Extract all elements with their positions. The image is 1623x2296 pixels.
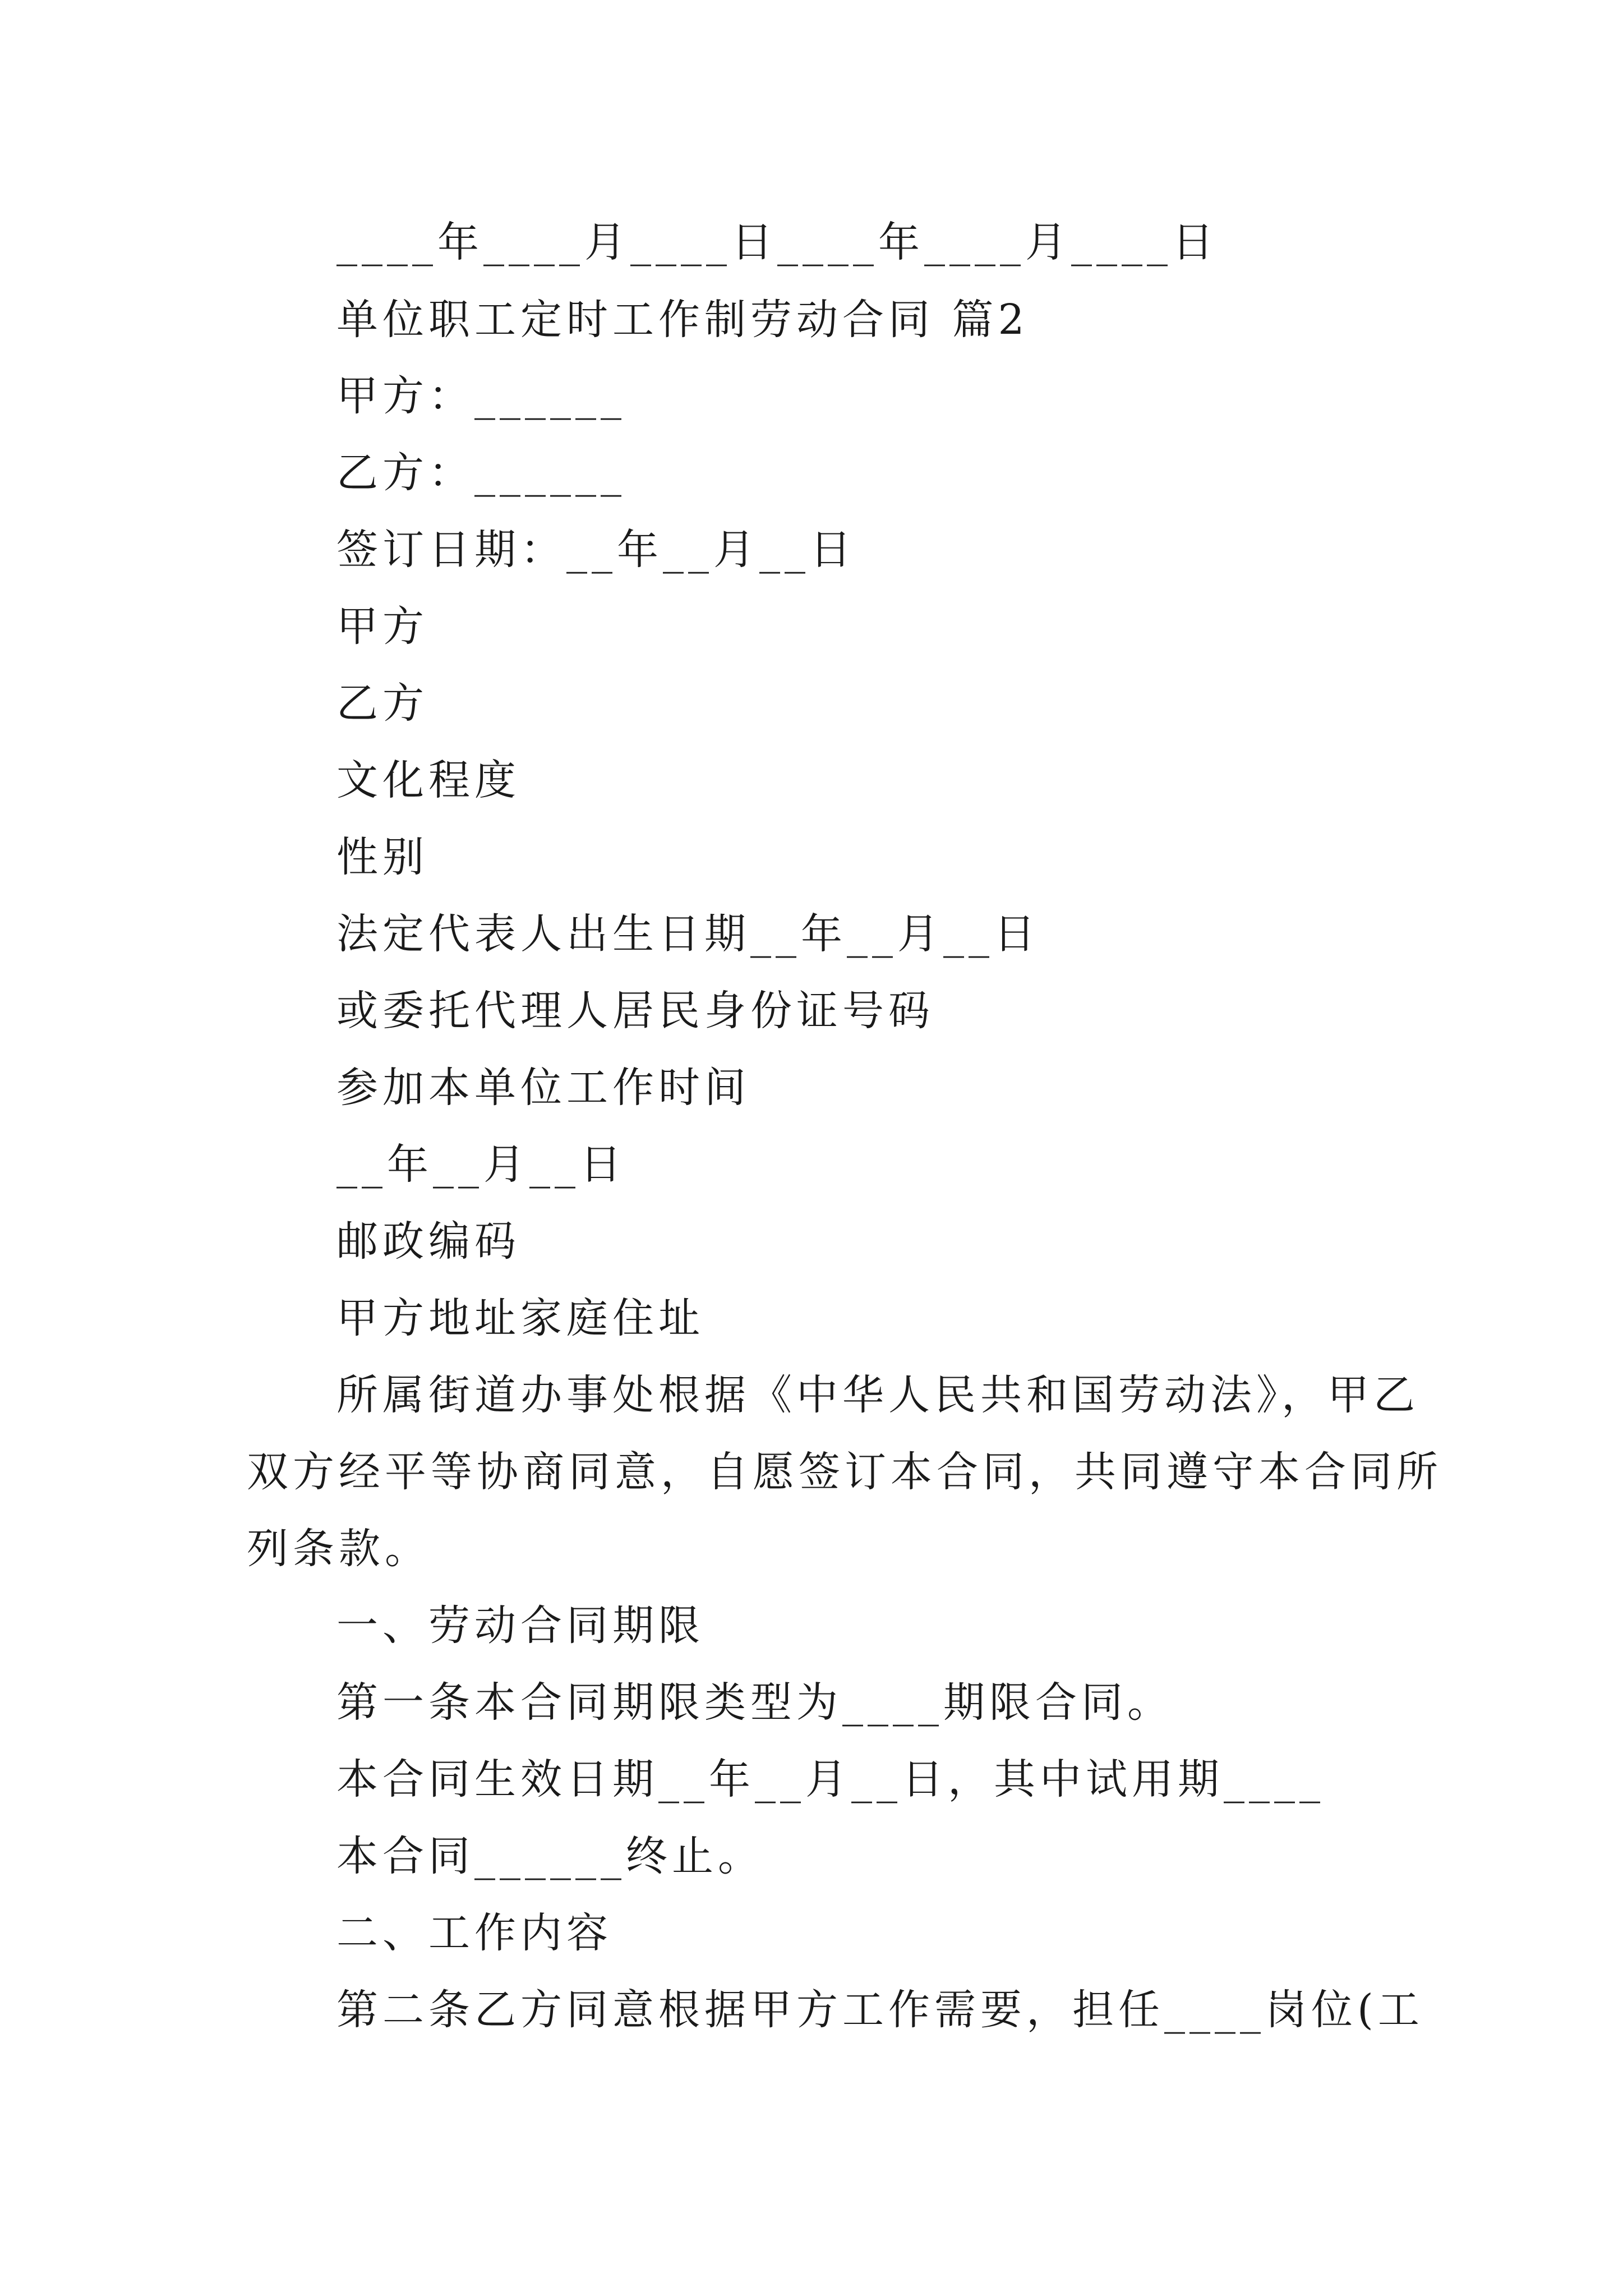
signing-date-line: 签订日期：__年__月__日	[336, 526, 856, 574]
party-a-line: 甲方：______	[336, 372, 626, 420]
section-heading-2: 二、工作内容	[336, 1909, 612, 1957]
address-line: 甲方地址家庭住址	[336, 1294, 704, 1342]
section-heading-1: 一、劳动合同期限	[336, 1602, 704, 1650]
legal-rep-birthdate-line: 法定代表人出生日期__年__月__日	[336, 910, 1040, 958]
date-range-line: ____年____月____日____年____月____日	[336, 218, 1218, 266]
section-title: 单位职工定时工作制劳动合同 篇2	[336, 296, 1029, 344]
join-date-line: __年__月__日	[336, 1140, 626, 1189]
party-b-label: 乙方	[336, 679, 428, 728]
preamble-line-1: 所属街道办事处根据《中华人民共和国劳动法》，甲乙	[336, 1371, 1419, 1419]
article-1-line: 第一条本合同期限类型为____期限合同。	[336, 1678, 1173, 1727]
party-b-line: 乙方：______	[336, 449, 626, 497]
preamble-line-2: 双方经平等协商同意，自愿签订本合同，共同遵守本合同所	[247, 1448, 1442, 1496]
agent-id-line: 或委托代理人居民身份证号码	[336, 987, 934, 1035]
effective-date-line: 本合同生效日期__年__月__日，其中试用期____	[336, 1755, 1325, 1803]
postal-code-label: 邮政编码	[336, 1217, 520, 1266]
termination-line: 本合同______终止。	[336, 1832, 764, 1880]
preamble-line-3: 列条款。	[247, 1525, 431, 1573]
join-date-label: 参加本单位工作时间	[336, 1064, 750, 1112]
article-2-line: 第二条乙方同意根据甲方工作需要，担任____岗位(工	[336, 1986, 1424, 2034]
gender-label: 性别	[336, 833, 428, 881]
education-label: 文化程度	[336, 756, 520, 804]
party-a-label: 甲方	[336, 602, 428, 651]
